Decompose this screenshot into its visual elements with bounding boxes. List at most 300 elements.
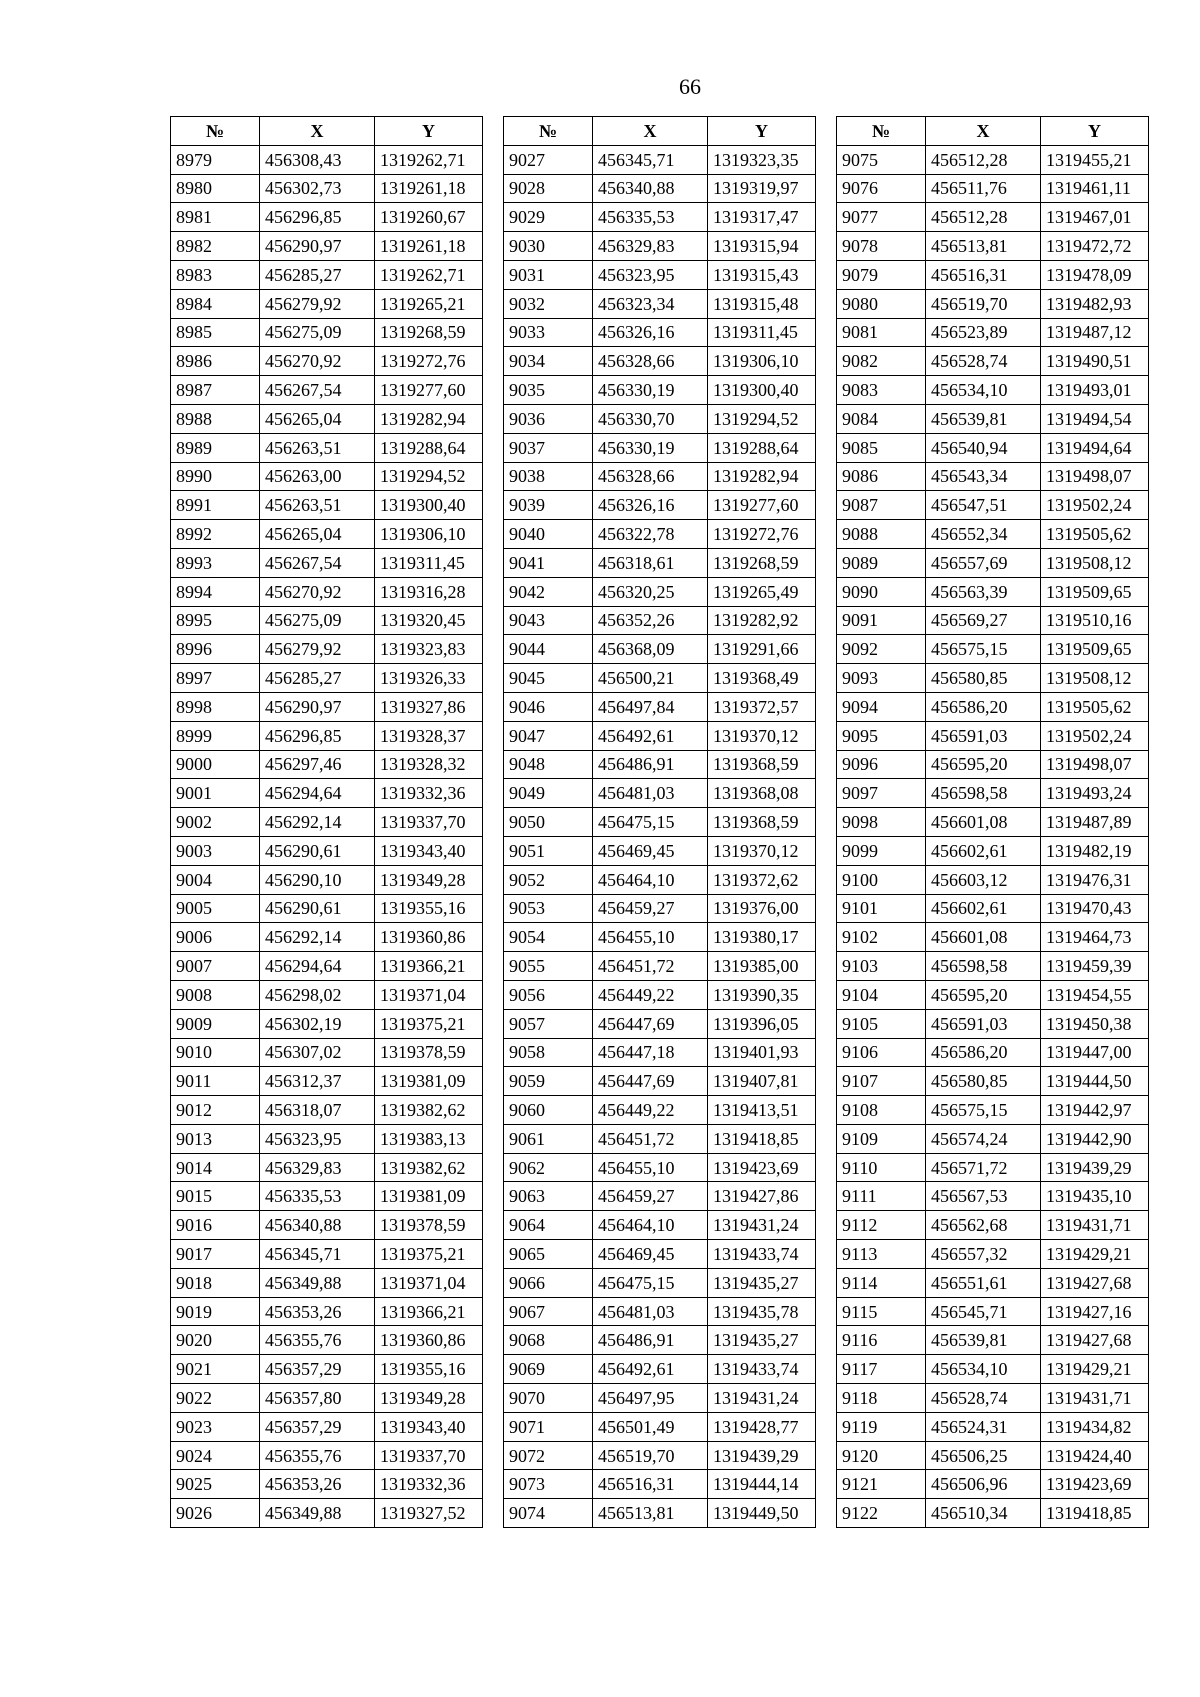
- y-coordinate-cell: 1319368,59: [708, 808, 816, 837]
- y-coordinate-cell: 1319368,49: [708, 664, 816, 693]
- x-coordinate-cell: 456352,26: [593, 606, 708, 635]
- point-number-cell: 9046: [504, 692, 593, 721]
- table-row: [504, 750, 816, 779]
- y-coordinate-cell: 1319323,35: [708, 145, 816, 174]
- point-number-cell: 9072: [504, 1441, 593, 1470]
- point-number-cell: 8989: [171, 433, 260, 462]
- x-coordinate-cell: 456534,10: [926, 376, 1041, 405]
- x-coordinate-cell: 456330,19: [593, 376, 708, 405]
- x-coordinate-cell: 456586,20: [926, 1038, 1041, 1067]
- y-coordinate-cell: 1319343,40: [375, 1412, 483, 1441]
- point-number-cell: 9024: [171, 1441, 260, 1470]
- table-row: [504, 462, 816, 491]
- y-coordinate-cell: 1319494,54: [1041, 404, 1149, 433]
- y-coordinate-cell: 1319442,97: [1041, 1096, 1149, 1125]
- y-coordinate-cell: 1319476,31: [1041, 865, 1149, 894]
- table-row: [171, 520, 483, 549]
- table-row: [837, 404, 1149, 433]
- x-coordinate-cell: 456285,27: [260, 664, 375, 693]
- table-row: [504, 721, 816, 750]
- table-row: [171, 894, 483, 923]
- point-number-cell: 8988: [171, 404, 260, 433]
- table-row: [171, 203, 483, 232]
- point-number-cell: 9085: [837, 433, 926, 462]
- x-coordinate-cell: 456524,31: [926, 1412, 1041, 1441]
- point-number-cell: 9119: [837, 1412, 926, 1441]
- point-number-cell: 9092: [837, 635, 926, 664]
- point-number-cell: 8999: [171, 721, 260, 750]
- point-number-cell: 9031: [504, 260, 593, 289]
- x-coordinate-cell: 456447,69: [593, 1067, 708, 1096]
- table-row: [504, 664, 816, 693]
- y-coordinate-cell: 1319423,69: [1041, 1470, 1149, 1499]
- y-coordinate-cell: 1319461,11: [1041, 174, 1149, 203]
- point-number-cell: 9073: [504, 1470, 593, 1499]
- table-row: [504, 836, 816, 865]
- y-coordinate-cell: 1319418,85: [1041, 1499, 1149, 1528]
- y-coordinate-cell: 1319349,28: [375, 865, 483, 894]
- y-coordinate-cell: 1319487,89: [1041, 808, 1149, 837]
- y-coordinate-cell: 1319272,76: [375, 347, 483, 376]
- table-row: [171, 721, 483, 750]
- y-coordinate-cell: 1319349,28: [375, 1384, 483, 1413]
- point-number-cell: 8993: [171, 548, 260, 577]
- y-coordinate-cell: 1319291,66: [708, 635, 816, 664]
- x-coordinate-cell: 456455,10: [593, 1153, 708, 1182]
- table-row: [837, 376, 1149, 405]
- x-coordinate-cell: 456285,27: [260, 260, 375, 289]
- y-coordinate-cell: 1319380,17: [708, 923, 816, 952]
- y-coordinate-cell: 1319300,40: [375, 491, 483, 520]
- y-coordinate-cell: 1319268,59: [708, 548, 816, 577]
- point-number-cell: 9060: [504, 1096, 593, 1125]
- x-coordinate-cell: 456451,72: [593, 952, 708, 981]
- x-coordinate-cell: 456345,71: [260, 1240, 375, 1269]
- table-row: [171, 606, 483, 635]
- point-number-cell: 9110: [837, 1153, 926, 1182]
- y-coordinate-cell: 1319327,52: [375, 1499, 483, 1528]
- y-coordinate-cell: 1319505,62: [1041, 692, 1149, 721]
- table-row: [504, 894, 816, 923]
- table-row: [171, 1297, 483, 1326]
- x-coordinate-cell: 456534,10: [926, 1355, 1041, 1384]
- y-coordinate-cell: 1319427,86: [708, 1182, 816, 1211]
- x-coordinate-cell: 456543,34: [926, 462, 1041, 491]
- x-coordinate-cell: 456296,85: [260, 721, 375, 750]
- x-coordinate-cell: 456322,78: [593, 520, 708, 549]
- x-coordinate-cell: 456464,10: [593, 865, 708, 894]
- table-row: [837, 952, 1149, 981]
- point-number-cell: 9039: [504, 491, 593, 520]
- table-row: [504, 980, 816, 1009]
- table-row: [837, 1384, 1149, 1413]
- table-row: [837, 1009, 1149, 1038]
- y-coordinate-cell: 1319505,62: [1041, 520, 1149, 549]
- table-row: [837, 174, 1149, 203]
- table-row: [171, 347, 483, 376]
- table-row: [171, 1067, 483, 1096]
- table-row: [504, 376, 816, 405]
- point-number-cell: 9033: [504, 318, 593, 347]
- x-coordinate-cell: 456513,81: [593, 1499, 708, 1528]
- table-row: [837, 1441, 1149, 1470]
- y-coordinate-cell: 1319319,97: [708, 174, 816, 203]
- y-coordinate-cell: 1319272,76: [708, 520, 816, 549]
- x-coordinate-cell: 456459,27: [593, 1182, 708, 1211]
- x-coordinate-cell: 456575,15: [926, 1096, 1041, 1125]
- y-coordinate-cell: 1319277,60: [375, 376, 483, 405]
- y-coordinate-cell: 1319317,47: [708, 203, 816, 232]
- table-row: [837, 520, 1149, 549]
- table-row: [171, 1038, 483, 1067]
- x-coordinate-cell: 456497,84: [593, 692, 708, 721]
- point-number-cell: 9048: [504, 750, 593, 779]
- table-row: [504, 491, 816, 520]
- y-coordinate-cell: 1319413,51: [708, 1096, 816, 1125]
- x-coordinate-cell: 456506,96: [926, 1470, 1041, 1499]
- table-row: [171, 980, 483, 1009]
- y-coordinate-cell: 1319427,68: [1041, 1268, 1149, 1297]
- point-number-cell: 9049: [504, 779, 593, 808]
- point-number-cell: 9067: [504, 1297, 593, 1326]
- table-row: [504, 923, 816, 952]
- point-number-cell: 9050: [504, 808, 593, 837]
- table-row: [837, 750, 1149, 779]
- table-row: [837, 1297, 1149, 1326]
- y-coordinate-cell: 1319508,12: [1041, 664, 1149, 693]
- point-number-cell: 9103: [837, 952, 926, 981]
- point-number-cell: 8997: [171, 664, 260, 693]
- y-coordinate-cell: 1319439,29: [1041, 1153, 1149, 1182]
- table-row: [504, 520, 816, 549]
- point-number-cell: 9094: [837, 692, 926, 721]
- x-coordinate-cell: 456475,15: [593, 808, 708, 837]
- y-coordinate-cell: 1319431,24: [708, 1384, 816, 1413]
- x-coordinate-cell: 456523,89: [926, 318, 1041, 347]
- point-number-cell: 9043: [504, 606, 593, 635]
- table-row: [504, 260, 816, 289]
- point-number-cell: 9010: [171, 1038, 260, 1067]
- point-number-cell: 9032: [504, 289, 593, 318]
- y-coordinate-cell: 1319433,74: [708, 1355, 816, 1384]
- x-coordinate-cell: 456469,45: [593, 1240, 708, 1269]
- point-number-cell: 8982: [171, 232, 260, 261]
- x-coordinate-cell: 456355,76: [260, 1441, 375, 1470]
- point-number-cell: 9109: [837, 1124, 926, 1153]
- x-coordinate-cell: 456464,10: [593, 1211, 708, 1240]
- header-number: №: [171, 117, 260, 146]
- table-row: [171, 1384, 483, 1413]
- x-coordinate-cell: 456265,04: [260, 404, 375, 433]
- point-number-cell: 9023: [171, 1412, 260, 1441]
- x-coordinate-cell: 456302,19: [260, 1009, 375, 1038]
- table-row: [504, 232, 816, 261]
- table-row: [504, 203, 816, 232]
- table-row: [171, 548, 483, 577]
- x-coordinate-cell: 456290,97: [260, 692, 375, 721]
- y-coordinate-cell: 1319282,92: [708, 606, 816, 635]
- table-row: [171, 635, 483, 664]
- table-row: [504, 1038, 816, 1067]
- table-row: [837, 145, 1149, 174]
- y-coordinate-cell: 1319355,16: [375, 894, 483, 923]
- point-number-cell: 8996: [171, 635, 260, 664]
- y-coordinate-cell: 1319277,60: [708, 491, 816, 520]
- x-coordinate-cell: 456292,14: [260, 923, 375, 952]
- x-coordinate-cell: 456481,03: [593, 779, 708, 808]
- y-coordinate-cell: 1319355,16: [375, 1355, 483, 1384]
- point-number-cell: 9016: [171, 1211, 260, 1240]
- y-coordinate-cell: 1319294,52: [375, 462, 483, 491]
- x-coordinate-cell: 456349,88: [260, 1499, 375, 1528]
- point-number-cell: 9089: [837, 548, 926, 577]
- y-coordinate-cell: 1319455,21: [1041, 145, 1149, 174]
- table-row: [171, 433, 483, 462]
- y-coordinate-cell: 1319368,59: [708, 750, 816, 779]
- y-coordinate-cell: 1319450,38: [1041, 1009, 1149, 1038]
- y-coordinate-cell: 1319262,71: [375, 145, 483, 174]
- table-row: [504, 1384, 816, 1413]
- point-number-cell: 9112: [837, 1211, 926, 1240]
- table-row: [171, 1124, 483, 1153]
- x-coordinate-cell: 456512,28: [926, 203, 1041, 232]
- x-coordinate-cell: 456586,20: [926, 692, 1041, 721]
- point-number-cell: 9113: [837, 1240, 926, 1269]
- y-coordinate-cell: 1319482,93: [1041, 289, 1149, 318]
- y-coordinate-cell: 1319300,40: [708, 376, 816, 405]
- point-number-cell: 9021: [171, 1355, 260, 1384]
- x-coordinate-cell: 456547,51: [926, 491, 1041, 520]
- y-coordinate-cell: 1319370,12: [708, 836, 816, 865]
- table-row: [837, 1067, 1149, 1096]
- y-coordinate-cell: 1319378,59: [375, 1038, 483, 1067]
- x-coordinate-cell: 456580,85: [926, 1067, 1041, 1096]
- point-number-cell: 9029: [504, 203, 593, 232]
- table-row: [171, 664, 483, 693]
- table-row: [837, 1182, 1149, 1211]
- x-coordinate-cell: 456323,34: [593, 289, 708, 318]
- point-number-cell: 9036: [504, 404, 593, 433]
- table-row: [837, 462, 1149, 491]
- header-number: №: [837, 117, 926, 146]
- table-row: [504, 1326, 816, 1355]
- x-coordinate-cell: 456469,45: [593, 836, 708, 865]
- table-row: [837, 491, 1149, 520]
- table-row: [837, 347, 1149, 376]
- x-coordinate-cell: 456290,61: [260, 894, 375, 923]
- y-coordinate-cell: 1319435,27: [708, 1326, 816, 1355]
- table-row: [504, 1009, 816, 1038]
- y-coordinate-cell: 1319502,24: [1041, 491, 1149, 520]
- point-number-cell: 9098: [837, 808, 926, 837]
- x-coordinate-cell: 456569,27: [926, 606, 1041, 635]
- y-coordinate-cell: 1319396,05: [708, 1009, 816, 1038]
- point-number-cell: 9122: [837, 1499, 926, 1528]
- x-coordinate-cell: 456263,00: [260, 462, 375, 491]
- x-coordinate-cell: 456270,92: [260, 347, 375, 376]
- table-row: [504, 433, 816, 462]
- table-row: [171, 952, 483, 981]
- x-coordinate-cell: 456349,88: [260, 1268, 375, 1297]
- table-row: [837, 289, 1149, 318]
- table-row: [504, 635, 816, 664]
- x-coordinate-cell: 456595,20: [926, 750, 1041, 779]
- table-row: [171, 808, 483, 837]
- x-coordinate-cell: 456540,94: [926, 433, 1041, 462]
- table-row: [171, 318, 483, 347]
- x-coordinate-cell: 456486,91: [593, 1326, 708, 1355]
- y-coordinate-cell: 1319368,08: [708, 779, 816, 808]
- x-coordinate-cell: 456516,31: [593, 1470, 708, 1499]
- y-coordinate-cell: 1319490,51: [1041, 347, 1149, 376]
- point-number-cell: 9101: [837, 894, 926, 923]
- x-coordinate-cell: 456326,16: [593, 318, 708, 347]
- x-coordinate-cell: 456263,51: [260, 433, 375, 462]
- y-coordinate-cell: 1319260,67: [375, 203, 483, 232]
- y-coordinate-cell: 1319390,35: [708, 980, 816, 1009]
- point-number-cell: 9061: [504, 1124, 593, 1153]
- y-coordinate-cell: 1319418,85: [708, 1124, 816, 1153]
- point-number-cell: 9069: [504, 1355, 593, 1384]
- y-coordinate-cell: 1319381,09: [375, 1067, 483, 1096]
- table-header-row: [171, 117, 483, 146]
- table-row: [837, 635, 1149, 664]
- point-number-cell: 9077: [837, 203, 926, 232]
- table-row: [837, 779, 1149, 808]
- y-coordinate-cell: 1319435,27: [708, 1268, 816, 1297]
- y-coordinate-cell: 1319320,45: [375, 606, 483, 635]
- x-coordinate-cell: 456447,69: [593, 1009, 708, 1038]
- point-number-cell: 9064: [504, 1211, 593, 1240]
- x-coordinate-cell: 456290,97: [260, 232, 375, 261]
- x-coordinate-cell: 456591,03: [926, 721, 1041, 750]
- x-coordinate-cell: 456539,81: [926, 404, 1041, 433]
- y-coordinate-cell: 1319435,78: [708, 1297, 816, 1326]
- x-coordinate-cell: 456345,71: [593, 145, 708, 174]
- y-coordinate-cell: 1319262,71: [375, 260, 483, 289]
- table-row: [171, 260, 483, 289]
- y-coordinate-cell: 1319509,65: [1041, 635, 1149, 664]
- point-number-cell: 8980: [171, 174, 260, 203]
- table-row: [171, 289, 483, 318]
- point-number-cell: 9088: [837, 520, 926, 549]
- table-row: [504, 404, 816, 433]
- point-number-cell: 9014: [171, 1153, 260, 1182]
- table-row: [837, 836, 1149, 865]
- x-coordinate-cell: 456510,34: [926, 1499, 1041, 1528]
- table-row: [171, 1096, 483, 1125]
- table-row: [837, 1240, 1149, 1269]
- x-coordinate-cell: 456601,08: [926, 923, 1041, 952]
- table-row: [837, 606, 1149, 635]
- x-coordinate-cell: 456545,71: [926, 1297, 1041, 1326]
- y-coordinate-cell: 1319429,21: [1041, 1355, 1149, 1384]
- x-coordinate-cell: 456595,20: [926, 980, 1041, 1009]
- table-row: [837, 923, 1149, 952]
- y-coordinate-cell: 1319360,86: [375, 923, 483, 952]
- y-coordinate-cell: 1319315,94: [708, 232, 816, 261]
- point-number-cell: 9116: [837, 1326, 926, 1355]
- x-coordinate-cell: 456519,70: [593, 1441, 708, 1470]
- y-coordinate-cell: 1319434,82: [1041, 1412, 1149, 1441]
- y-coordinate-cell: 1319382,62: [375, 1096, 483, 1125]
- x-coordinate-cell: 456574,24: [926, 1124, 1041, 1153]
- header-number: №: [504, 117, 593, 146]
- table-row: [504, 1412, 816, 1441]
- x-coordinate-cell: 456279,92: [260, 289, 375, 318]
- point-number-cell: 9079: [837, 260, 926, 289]
- point-number-cell: 8991: [171, 491, 260, 520]
- y-coordinate-cell: 1319382,62: [375, 1153, 483, 1182]
- y-coordinate-cell: 1319493,24: [1041, 779, 1149, 808]
- table-row: [171, 491, 483, 520]
- table-row: [837, 865, 1149, 894]
- point-number-cell: 9038: [504, 462, 593, 491]
- point-number-cell: 9099: [837, 836, 926, 865]
- y-coordinate-cell: 1319378,59: [375, 1211, 483, 1240]
- x-coordinate-cell: 456340,88: [593, 174, 708, 203]
- x-coordinate-cell: 456307,02: [260, 1038, 375, 1067]
- table-row: [837, 980, 1149, 1009]
- y-coordinate-cell: 1319407,81: [708, 1067, 816, 1096]
- point-number-cell: 9041: [504, 548, 593, 577]
- point-number-cell: 9044: [504, 635, 593, 664]
- point-number-cell: 9081: [837, 318, 926, 347]
- y-coordinate-cell: 1319498,07: [1041, 462, 1149, 491]
- x-coordinate-cell: 456500,21: [593, 664, 708, 693]
- point-number-cell: 9045: [504, 664, 593, 693]
- point-number-cell: 9066: [504, 1268, 593, 1297]
- point-number-cell: 9020: [171, 1326, 260, 1355]
- point-number-cell: 9051: [504, 836, 593, 865]
- point-number-cell: 8990: [171, 462, 260, 491]
- y-coordinate-cell: 1319467,01: [1041, 203, 1149, 232]
- x-coordinate-cell: 456475,15: [593, 1268, 708, 1297]
- y-coordinate-cell: 1319498,07: [1041, 750, 1149, 779]
- x-coordinate-cell: 456312,37: [260, 1067, 375, 1096]
- point-number-cell: 9070: [504, 1384, 593, 1413]
- point-number-cell: 9008: [171, 980, 260, 1009]
- point-number-cell: 9027: [504, 145, 593, 174]
- table-row: [837, 433, 1149, 462]
- point-number-cell: 9047: [504, 721, 593, 750]
- y-coordinate-cell: 1319444,14: [708, 1470, 816, 1499]
- point-number-cell: 9058: [504, 1038, 593, 1067]
- y-coordinate-cell: 1319371,04: [375, 980, 483, 1009]
- table-row: [837, 1355, 1149, 1384]
- point-number-cell: 9091: [837, 606, 926, 635]
- x-coordinate-cell: 456323,95: [260, 1124, 375, 1153]
- x-coordinate-cell: 456539,81: [926, 1326, 1041, 1355]
- x-coordinate-cell: 456552,34: [926, 520, 1041, 549]
- table-row: [171, 865, 483, 894]
- y-coordinate-cell: 1319493,01: [1041, 376, 1149, 405]
- x-coordinate-cell: 456528,74: [926, 347, 1041, 376]
- y-coordinate-cell: 1319337,70: [375, 808, 483, 837]
- point-number-cell: 9028: [504, 174, 593, 203]
- x-coordinate-cell: 456279,92: [260, 635, 375, 664]
- y-coordinate-cell: 1319261,18: [375, 174, 483, 203]
- y-coordinate-cell: 1319508,12: [1041, 548, 1149, 577]
- x-coordinate-cell: 456602,61: [926, 894, 1041, 923]
- point-number-cell: 9105: [837, 1009, 926, 1038]
- point-number-cell: 9011: [171, 1067, 260, 1096]
- y-coordinate-cell: 1319510,16: [1041, 606, 1149, 635]
- y-coordinate-cell: 1319442,90: [1041, 1124, 1149, 1153]
- table-row: [171, 1412, 483, 1441]
- x-coordinate-cell: 456492,61: [593, 721, 708, 750]
- x-coordinate-cell: 456512,28: [926, 145, 1041, 174]
